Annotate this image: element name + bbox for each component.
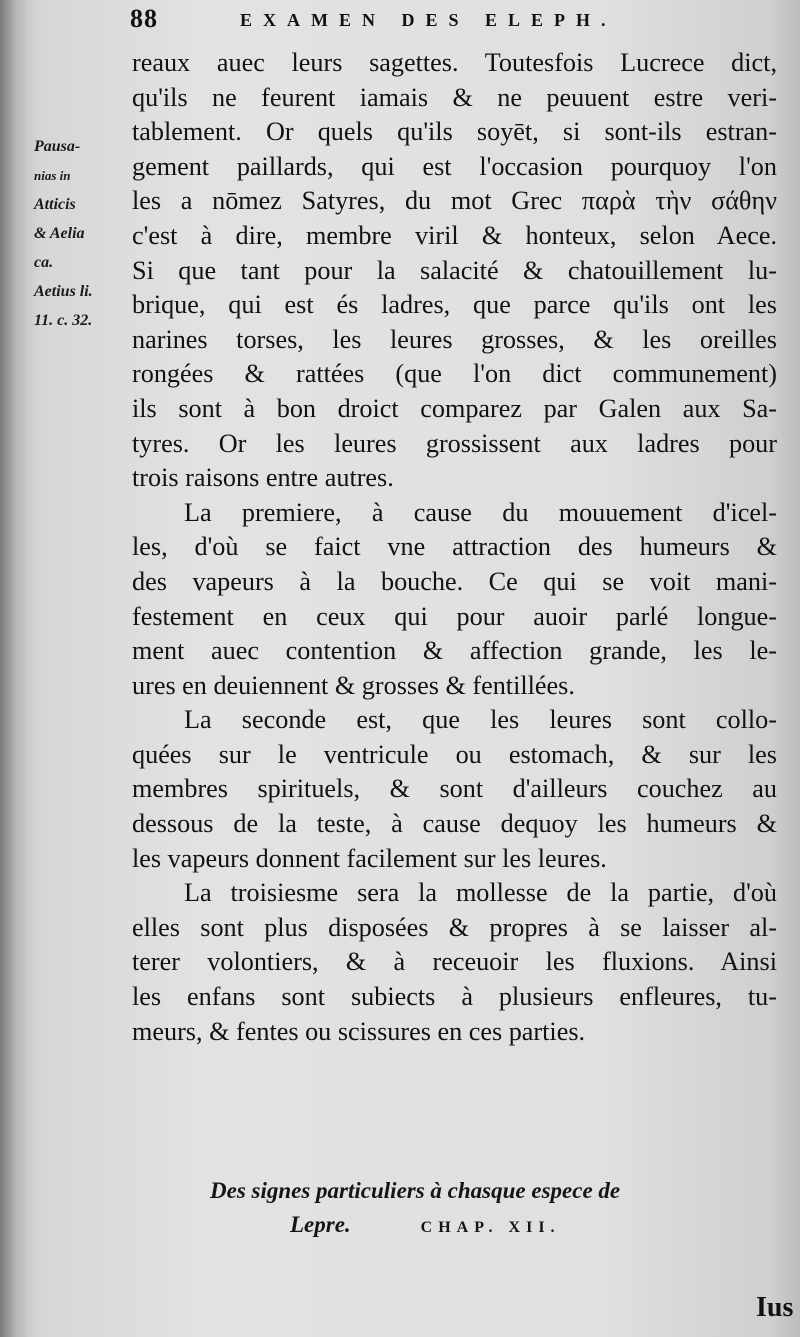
text-line: ment auec contention & affection grande, les le- <box>132 636 777 666</box>
text-line: La premiere, à cause du mouuement d'icel- <box>184 497 777 527</box>
margin-note-line: Atticis <box>34 196 76 213</box>
text-line: tyres. Or les leures grossissent aux ladres pour <box>132 428 777 458</box>
text-line: narines torses, les leures grosses, & les oreilles <box>132 324 777 354</box>
text-line: trois raisons entre autres. <box>132 463 394 493</box>
text-line: qu'ils ne feurent iamais & ne peuuent estre veri- <box>132 82 777 112</box>
chapter-heading-line: Des signes particuliers à chasque espece de <box>210 1178 621 1203</box>
text-line: dessous de la teste, à cause dequoy les humeurs & <box>132 809 777 839</box>
text-line: terer volontiers, & à receuoir les fluxions. Ainsi <box>132 947 777 977</box>
text-line: reaux auec leurs sagettes. Toutesfois Lucrece dict, <box>132 48 777 77</box>
text-line: meurs, & fentes ou scissures en ces parties. <box>132 1016 586 1046</box>
margin-note-line: nias in <box>34 168 71 183</box>
chapter-label: CHAP. XII. <box>420 1219 561 1236</box>
page-number: 88 <box>130 4 158 33</box>
text-line: La seconde est, que les leures sont collo- <box>184 705 777 735</box>
margin-note-line: ca. <box>34 254 54 271</box>
running-head: EXAMEN DES ELEPH. <box>240 10 617 30</box>
text-line: tablement. Or quels qu'ils soyēt, si sont-ils estran- <box>132 117 777 147</box>
paragraph <box>132 46 777 496</box>
paragraph <box>132 703 777 876</box>
margin-note <box>34 132 126 335</box>
text-line: rongées & rattées (que l'on dict communement) <box>132 359 777 389</box>
paragraph <box>132 496 777 704</box>
text-line: les a nōmez Satyres, du mot Grec παρὰ τὴν σάθην <box>132 186 777 216</box>
text-line: des vapeurs à la bouche. Ce qui se voit mani- <box>132 566 777 596</box>
text-line: Si que tant pour la salacité & chatouillement lu- <box>132 255 777 285</box>
text-line: ils sont à bon droict comparez par Galen aux Sa- <box>132 393 777 423</box>
text-line: gement paillards, qui est l'occasion pourquoy l'on <box>132 151 777 181</box>
gutter-shadow <box>0 0 28 1337</box>
paragraph <box>132 876 777 1049</box>
catchword: Ius <box>756 1292 794 1323</box>
text-line: ures en deuiennent & grosses & fentillées. <box>132 670 575 700</box>
text-line: elles sont plus disposées & propres à se laisser al- <box>132 912 777 942</box>
text-line: les enfans sont subiects à plusieurs enfleures, tu- <box>132 982 777 1012</box>
text-line: quées sur le ventricule ou estomach, & sur les <box>132 739 777 769</box>
margin-note-line: & Aelia <box>34 225 85 242</box>
margin-note-line: Aetius li. <box>34 283 93 300</box>
margin-note-line: 11. c. 32. <box>34 312 93 329</box>
margin-note-line: Pausa- <box>34 138 81 155</box>
text-line: les, d'où se faict vne attraction des humeurs & <box>132 532 777 562</box>
text-line: brique, qui est és ladres, que parce qu'ils ont les <box>132 290 777 320</box>
body-text <box>132 46 777 1049</box>
text-line: c'est à dire, membre viril & honteux, selon Aece. <box>132 220 777 250</box>
text-line: La troisiesme sera la mollesse de la partie, d'où <box>184 878 777 908</box>
text-line: festement en ceux qui pour auoir parlé longue- <box>132 601 777 631</box>
chapter-heading-line-2 <box>210 1208 770 1245</box>
chapter-heading <box>210 1174 770 1245</box>
text-line: membres spirituels, & sont d'ailleurs couchez au <box>132 774 777 804</box>
chapter-heading-word: Lepre. <box>290 1212 351 1237</box>
text-line: les vapeurs donnent facilement sur les leures. <box>132 843 607 873</box>
page-header <box>130 4 770 40</box>
